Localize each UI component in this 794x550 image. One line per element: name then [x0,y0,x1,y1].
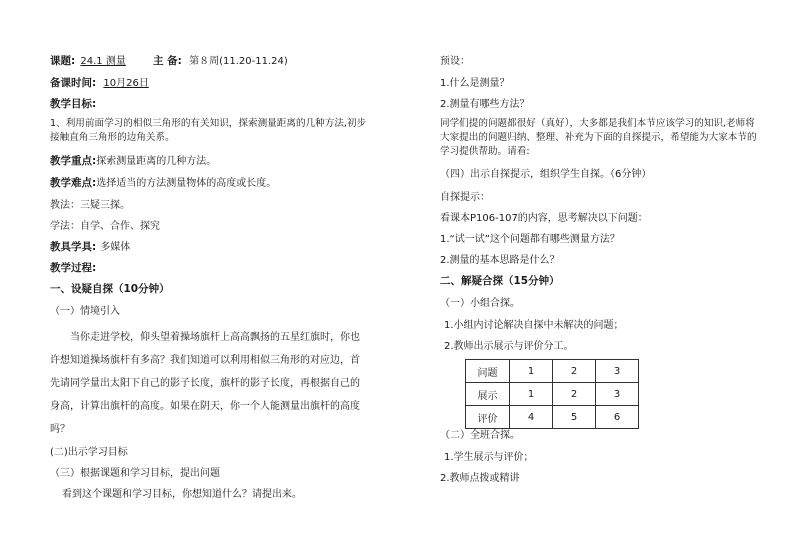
hint-label: 自探提示： [440,192,490,203]
table-cell: 2 [553,360,596,383]
read-instruction: 看课本P106-107的内容，思考解决以下问题： [440,213,648,224]
table-cell: 5 [553,406,596,429]
hint-1: 1.“试一试”这个问题都有哪些测量方法？ [440,234,620,245]
tools-label: 教具学具: [50,241,97,253]
self-explore-subheading: （四）出示自探提示，组织学生自探。（6分钟） [440,169,652,180]
class-item-2: 2.教师点拨或精讲 [440,473,520,484]
goal-text: 1、利用前面学习的相似三角形的有关知识，探索测量距离的几种方法,初步接触直角三角形的边角关系。 [50,118,367,143]
table-cell: 3 [596,360,639,383]
topic-label: 课题: [50,55,76,67]
question-1: 1.什么是测量？ [440,78,510,89]
process-heading: 教学过程: [50,262,97,274]
questions-subheading: （三）根据课题和学习目标，提出问题 [50,468,220,479]
goals-subheading: (二)出示学习目标 [50,447,128,458]
praise-text: 同学们提的问题都很好（真好），大多都是我们本节应该学习的知识,老师将大家提出的问题归纳、整理、补充为下面的自探提示，希望能为大家本节的学习提供帮助。请看: [440,118,757,157]
group-subheading: （一）小组合探。 [440,298,520,309]
table-cell: 展示 [466,383,510,406]
goal-heading: 教学目标: [50,98,97,110]
key-point-label: 教学重点: [50,155,97,167]
learning-method: 学法：自学、合作、探究 [50,221,160,232]
table-row [466,383,639,406]
tools-text: 多媒体 [100,242,131,253]
ask-text: 看到这个课题和学习目标，你想知道什么？请提出来。 [62,489,302,500]
section-1-title: 一、设疑自探（10分钟） [50,283,170,295]
section-2-title: 二、解疑合探（15分钟） [440,275,560,287]
table-cell: 3 [596,383,639,406]
table-cell: 4 [510,406,553,429]
group-item-2: 2.教师出示展示与评价分工。 [444,341,574,352]
key-point-line [50,155,216,168]
table-cell: 6 [596,406,639,429]
difficulty-text: 选择适当的方法测量物体的高度或长度。 [96,178,277,189]
class-item-1: 1.学生展示与评价； [444,452,534,463]
topic-value: 24.1 测量 [80,56,126,67]
scenario-subheading: （一）情境引入 [50,306,120,317]
week-range: 第８周(11.20-11.24) [189,56,288,67]
host-label: 主 备: [153,55,182,67]
question-2: 2.测量有哪些方法？ [440,99,530,110]
hint-2: 2.测量的基本思路是什么？ [440,255,560,266]
table-cell: 问题 [466,360,510,383]
table-row [466,406,639,429]
table-cell: 1 [510,360,553,383]
difficulty-line [50,177,276,190]
prep-time-label: 备课时间: [50,77,97,89]
tools-line [50,241,130,254]
role-table [465,359,639,429]
group-item-1: 1.小组内讨论解决自探中未解决的问题； [444,320,624,331]
scenario-text: 当你走进学校，仰头望着操场旗杆上高高飘扬的五星红旗时，你也许想知道操场旗杆有多高？我们知道可以利用相似三角形的对应边，首先请同学量出太阳下自己的影子长度，旗杆的影子长度，再根据自己的身高，计算出旗杆的高度。如果在阴天，你一个人能测量出旗杆的高度吗？ [50,332,360,435]
table-row [466,360,639,383]
table-cell: 1 [510,383,553,406]
prep-time-line [50,77,149,90]
difficulty-label: 教学难点: [50,177,97,189]
prep-time-value: 10月26日 [103,78,149,89]
preset-label: 预设： [440,56,470,67]
teaching-method: 教法：三疑三探。 [50,200,130,211]
class-subheading: （二）全班合探。 [440,430,520,441]
topic-line [50,55,288,68]
key-point-text: 探索测量距离的几种方法。 [96,156,217,167]
table-cell: 评价 [466,406,510,429]
table-cell: 2 [553,383,596,406]
